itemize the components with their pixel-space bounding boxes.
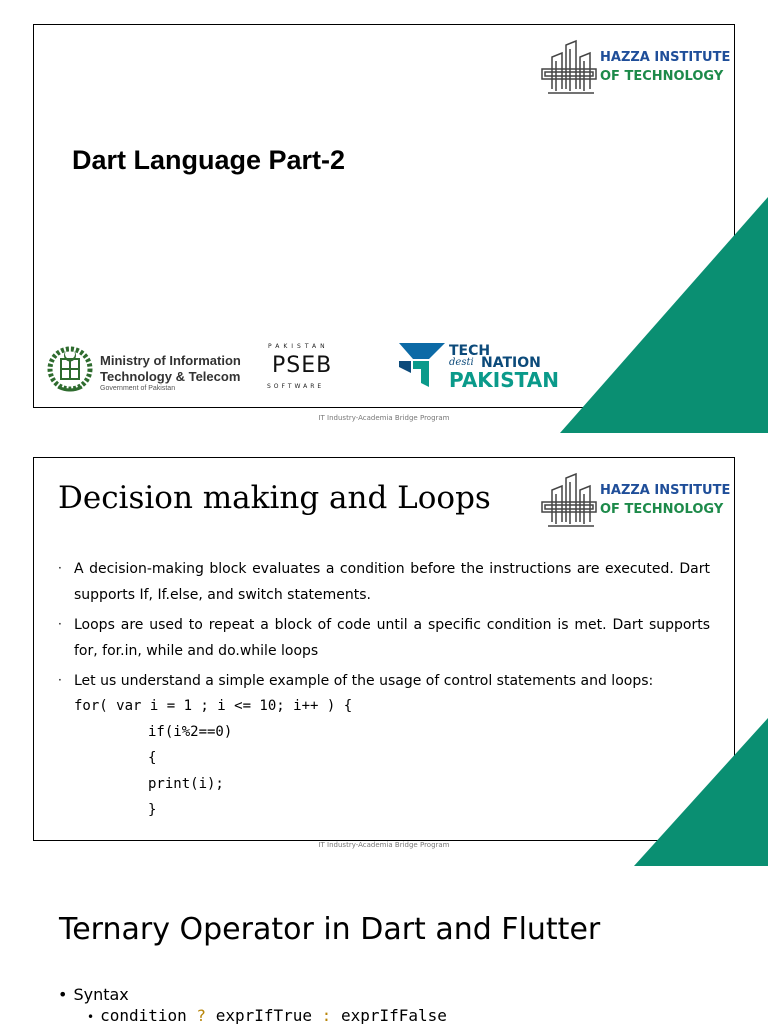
footer-2: IT Industry-Academia Bridge Program [318,841,450,849]
code-expr-true: exprIfTrue [215,1006,313,1024]
code-question-operator: ? [196,1006,207,1024]
hazza-line-1: HAZZA INSTITUTE [600,50,731,65]
bullet-dot-icon: • [58,985,68,1004]
code-line: for( var i = 1 ; i <= 10; i++ ) { [74,698,353,714]
ministry-logo [44,341,254,397]
hazza-emblem-icon [540,39,598,95]
code-condition: condition [100,1006,187,1024]
slide-1-title: Dart Language Part-2 [72,145,346,175]
pakistan-emblem-icon [44,341,96,393]
slide-2 [33,457,735,841]
code-line: } [148,802,157,818]
technation-tech: TECH [449,343,491,359]
pseb-mid: PSEB [272,353,333,378]
bullet-dot-icon: • [87,1010,95,1024]
slide-2-bullets [58,556,710,698]
ministry-line-1: Ministry of Information [100,353,241,368]
ministry-line-3: Government of Pakistan [100,385,176,392]
syntax-bullet [58,985,129,1004]
code-line: { [148,750,157,766]
code-expr-false: exprIfFalse [340,1006,447,1024]
pseb-top: PAKISTAN [268,343,329,350]
hazza-line-2: OF TECHNOLOGY [600,69,724,84]
technation-nation: NATION [481,355,541,371]
slide-3-title: Ternary Operator in Dart and Flutter [59,912,601,947]
hazza-logo [540,39,730,99]
hazza-line-1: HAZZA INSTITUTE [600,483,731,498]
technation-logo [399,341,569,391]
bullet-item: · Loops are used to repeat a block of code until a specific condition is met. Dart supports for, for.in, while and do.while loops [58,612,710,664]
bullet-item: · A decision-making block evaluates a condition before the instructions are executed. Dart supports If, If.else, and switch statements. [58,556,710,608]
ternary-syntax-code [87,1006,447,1024]
bullet-item: · Let us understand a simple example of the usage of control statements and loops: [58,668,710,694]
code-colon-operator: : [321,1006,332,1024]
footer-1: IT Industry-Academia Bridge Program [318,414,450,422]
hazza-logo [540,472,730,532]
syntax-label: Syntax [73,985,129,1004]
ministry-line-2: Technology & Telecom [100,369,241,384]
technation-pakistan: PAKISTAN [449,368,559,392]
hazza-emblem-icon [540,472,598,528]
decorative-triangle-1 [560,197,768,433]
technation-desti: desti [449,357,474,368]
code-line: print(i); [148,776,224,792]
pseb-bottom: SOFTWARE [267,383,325,390]
pseb-logo [262,343,342,399]
hazza-line-2: OF TECHNOLOGY [600,502,724,517]
code-line: if(i%2==0) [148,724,233,740]
technation-mark-icon [399,343,445,389]
slide-2-title: Decision making and Loops [58,480,491,516]
